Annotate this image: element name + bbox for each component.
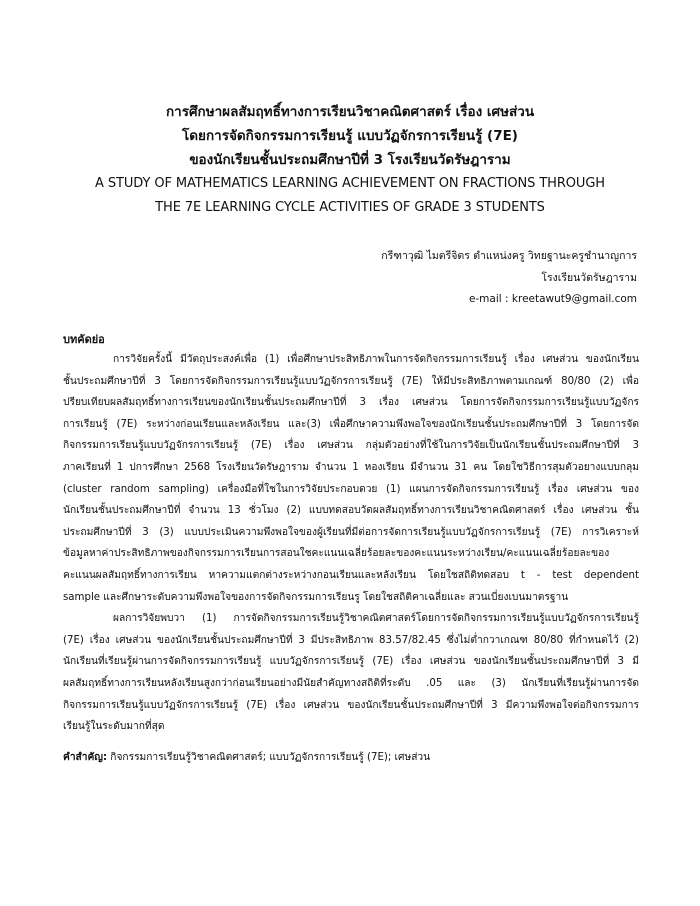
abstract-line: เรียนรู้ในระดับมากที่สุด [63, 721, 165, 733]
abstract-line: คะแนนผลสัมฤทธิ์ทางการเรียน หาความแตกต่างระหว่างกอนเรียนและหลังเรียน โดยใชสถิติทดสอบ t - test dependent [63, 569, 639, 581]
abstract-line: (cluster random sampling) เครื่องมือที่ใชในการวิจัยประกอบดวย (1) แผนการจัดกิจกรรมการเรียนรู้ เรื่อง เศษส่วน ของ [63, 483, 639, 495]
abstract-line: นักเรียนที่เรียนรู้ผ่านการจัดกิจกรรมการเรียนรู้ แบบวัฏจักรการเรียนรู้ (7E) เรื่อง เศษส่วน ของนักเรียนชั้นประถมศึกษาปีที่ 3 มี [63, 656, 639, 668]
keywords-label: คำสำคัญ: [63, 752, 108, 763]
abstract-body [63, 349, 639, 738]
title-block [40, 100, 660, 220]
keywords [63, 748, 430, 768]
abstract-line: ภาคเรียนที่ 1 ปการศึกษา 2568 โรงเรียนวัดรัษฎาราม จำนวน 1 หองเรียน มีจำนวน 31 คน โดยใชวิธีการสุมตัวอยางแบบกลุม [63, 461, 639, 473]
abstract-line: กิจกรรมการเรียนรู้แบบวัฏจักรการเรียนรู้ (7E) เรื่อง เศษส่วน กลุ่มตัวอย่างที่ใช้ในการวิจัยเป็นนักเรียนชั้นประถมศึกษาปีที่ 3 [63, 440, 639, 452]
abstract-line: ข้อมูลหาค่าประสิทธิภาพของกิจกรรมการเรียนการสอนใชคะแนนเฉลี่ยร้อยละของคะแนนระหว่างเรียน/คะแนนเฉลี่ยร้อยละของ [63, 548, 610, 560]
abstract-line: การวิจัยครั้งนี้ มีวัตถุประสงค์เพื่อ (1) เพื่อศึกษาประสิทธิภาพในการจัดกิจกรรมการเรียนรู้ เรื่อง เศษส่วน ของนักเรียน [113, 354, 639, 365]
abstract-line: ปรียบเทียบผลสัมฤทธิ์ทางการเรียนของนักเรียนชั้นประถมศึกษาปีที่ 3 เรื่อง เศษส่วน โดยการจัดกิจกรรมการเรียนรู้แบบวัฏจักร [63, 397, 639, 409]
abstract-line: ชั้นประถมศึกษาปีที่ 3 โดยการจัดกิจกรรมการเรียนรู้แบบวัฏจักรการเรียนรู้ (7E) ให้มีประสิทธิภาพตามเกณฑ์ 80/80 (2) เพื่อ [63, 375, 639, 387]
keywords-text: กิจกรรมการเรียนรู้วิชาคณิตศาสตร์; แบบวัฏจักรการเรียนรู้ (7E); เศษส่วน [107, 752, 431, 763]
title-thai-line-3: ของนักเรียนชั้นประถมศึกษาปีที่ 3 โรงเรียนวัดรัษฎาราม [189, 152, 511, 168]
title-english-line-2: THE 7E LEARNING CYCLE ACTIVITIES OF GRADE 3 STUDENTS [155, 200, 545, 215]
abstract-line: sample และศึกษาระดับความพึงพอใจของการจัดกิจกรรมการเรียนรู โดยใชสถิติคาเฉลี่ยและ สวนเบี่ยงเบนมาตรฐาน [63, 591, 569, 603]
author-name-position: กรีฑาวุฒิ ไมตรีจิตร ตำแหน่งครู วิทยฐานะครูชำนาญการ [381, 250, 637, 262]
abstract-line: กิจกรรมการเรียนรู้แบบวัฏจักรการเรียนรู้ (7E) เรื่อง เศษส่วน ของนักเรียนชั้นประถมศึกษาปีที่ 3 มีความพึงพอใจต่อกิจกรรมการ [63, 699, 639, 711]
author-email: e-mail : kreetawut9@gmail.com [468, 293, 637, 305]
abstract-heading: บทคัดย่อ [63, 333, 105, 346]
abstract-line: ประถมศึกษาปีที่ 3 (3) แบบประเมินความพึงพอใจของผู้เรียนที่มีต่อการจัดการเรียนรู้แบบวัฏจักรการเรียนรู้ (7E) การวิเคราะห์ [63, 526, 639, 538]
abstract-line: นักเรียนชั้นประถมศึกษาปีที่ จำนวน 13 ชั่วโมง (2) แบบทดสอบวัดผลสัมฤทธิ์ทางการเรียนวิชาคณิตศาสตร์ เรื่อง เศษส่วน ชั้น [63, 505, 639, 517]
abstract-line: (7E) เรื่อง เศษส่วน ของนักเรียนชั้นประถมศึกษาปีที่ 3 มีประสิทธิภาพ 83.57/82.45 ซึ่งไม่ต่ำกวาเกณฑ 80/80 ที่กำหนดไว้ (2) [63, 634, 639, 646]
title-thai-line-2: โดยการจัดกิจกรรมการเรียนรู้ แบบวัฏจักรการเรียนรู้ (7E) [182, 128, 518, 144]
abstract-line: ผลสัมฤทธิ์ทางการเรียนหลังเรียนสูงกว่าก่อนเรียนอย่างมีนัยสำคัญทางสถิติที่ระดับ .05 และ (3) นักเรียนที่เรียนรู้ผ่านการจัด [63, 677, 639, 689]
title-english-line-1: A STUDY OF MATHEMATICS LEARNING ACHIEVEMENT ON FRACTIONS THROUGH [95, 176, 605, 191]
abstract-line: ผลการวิจัยพบวา (1) การจัดกิจกรรมการเรียนรู้วิชาคณิตศาสตร์โดยการจัดกิจกรรมการเรียนรู้แบบวัฏจักรการเรียนรู้ [113, 613, 639, 625]
abstract-line: การเรียนรู้ (7E) ระหว่างก่อนเรียนและหลังเรียน และ(3) เพื่อศึกษาความพึงพอใจของนักเรียนชั้นประถมศึกษาปีที่ 3 โดยการจัด [63, 418, 639, 430]
author-school: โรงเรียนวัดรัษฎาราม [541, 271, 637, 284]
title-thai-line-1: การศึกษาผลสัมฤทธิ์ทางการเรียนวิชาคณิตศาสตร์ เรื่อง เศษส่วน [165, 104, 535, 120]
author-block [381, 246, 637, 311]
